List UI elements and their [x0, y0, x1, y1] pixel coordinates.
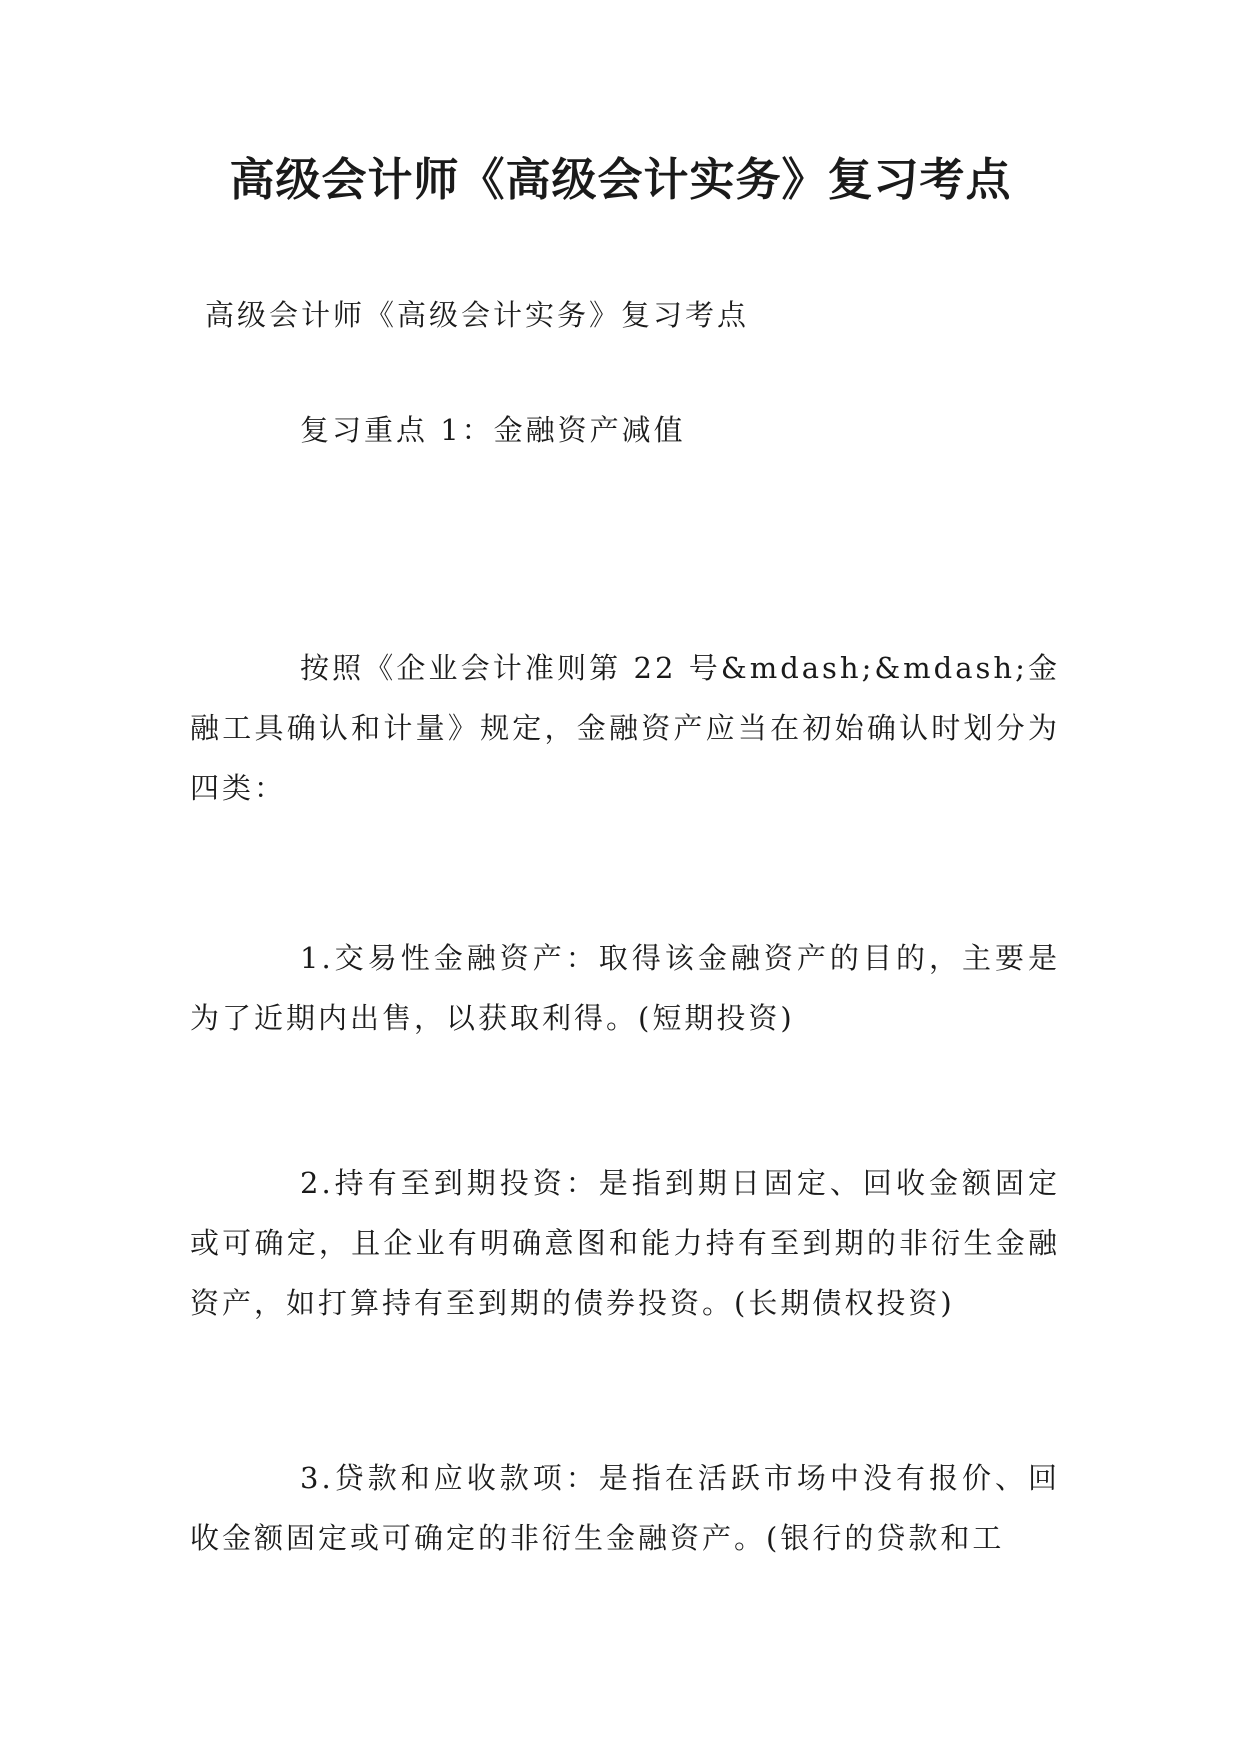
paragraph-intro: 按照《企业会计准则第 22 号&mdash;&mdash;金融工具确认和计量》规定，金融资产应当在初始确认时划分为四类： [190, 651, 1060, 805]
document-subtitle: 高级会计师《高级会计实务》复习考点 [205, 298, 750, 332]
paragraph-item-2: 2.持有至到期投资：是指到期日固定、回收金额固定或可确定，且企业有明确意图和能力持有至到期的非衍生金融资产，如打算持有至到期的债券投资。(长期债权投资) [190, 1166, 1060, 1320]
document-title: 高级会计师《高级会计实务》复习考点 [229, 153, 1012, 206]
paragraph-item-3: 3.贷款和应收款项：是指在活跃市场中没有报价、回收金额固定或可确定的非衍生金融资产。(银行的贷款和工 [190, 1461, 1060, 1555]
section-heading: 复习重点 1：金融资产减值 [300, 413, 686, 447]
paragraph-item-1: 1.交易性金融资产：取得该金融资产的目的，主要是为了近期内出售，以获取利得。(短期投资) [190, 941, 1060, 1035]
